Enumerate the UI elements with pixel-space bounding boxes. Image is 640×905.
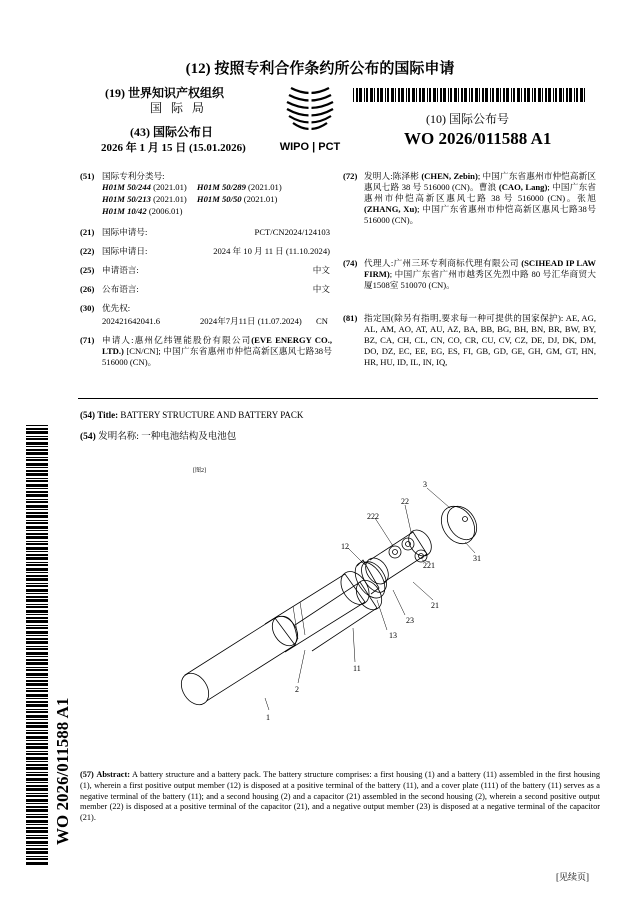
figure-caption: [图2] [193, 468, 206, 474]
field-22-label: 国际申请日: [102, 246, 148, 256]
barcode [353, 88, 587, 102]
field-25-number: (25) [80, 265, 95, 275]
ipc-code: H01M 50/244 [102, 182, 151, 192]
side-barcode [26, 425, 48, 865]
agent-name-en: (SCIHEAD IP LAW FIRM) [364, 258, 596, 279]
field-30-number: (30) [80, 303, 95, 313]
pubdate-label-text: 国际公布日 [153, 125, 214, 139]
figure-label: 31 [473, 554, 481, 563]
inventors-prefix: 发明人:陈泽彬 [364, 171, 419, 181]
figure-label: 11 [353, 664, 361, 673]
ipc-code: H01M 50/289 [196, 182, 246, 192]
inventor-name: (CAO, Lang) [498, 182, 548, 192]
patent-drawing [165, 470, 510, 750]
field-25-label: 申请语言: [102, 265, 139, 275]
field-81-number: (81) [343, 313, 358, 323]
inventor-name: (CHEN, Zebin) [421, 171, 478, 181]
ipc-row [102, 182, 332, 193]
wipo-logo [277, 84, 343, 154]
field-30-label: 优先权: [102, 303, 131, 313]
continued-note: [见续页] [556, 872, 589, 882]
field-21-number: (21) [80, 227, 95, 237]
field-21-label: 国际申请号: [102, 227, 148, 237]
applicant-prefix: 申请人:惠州亿纬锂能股份有限公司 [102, 335, 252, 345]
document-title: (12) 按照专利合作条约所公布的国际申请 [185, 61, 455, 77]
organization-sub: 国 际 局 [150, 101, 208, 115]
organization-name [105, 86, 255, 101]
abstract [80, 770, 600, 824]
vertical-publication-number: WO 2026/011588 A1 [53, 697, 72, 845]
inventor-name: (ZHANG, Xu) [364, 204, 418, 214]
priority-app-number: 202421642041.6 [102, 316, 161, 326]
publication-language: 中文 [312, 284, 330, 294]
applicant-address: [CN/CN]; 中国广东省惠州市仲恺高新区惠风七路38号 516000 (CN)。 [102, 346, 332, 367]
title-en-number: (54) [80, 410, 95, 420]
cover-ring-drawing [349, 557, 392, 604]
pubdate-label [130, 125, 213, 140]
priority-date: 2024年7月11日 (11.07.2024) [200, 316, 302, 326]
leader-lines [265, 488, 475, 710]
filing-language: 中文 [312, 265, 330, 275]
cap-drawing [435, 500, 483, 550]
title-en-label: Title: [97, 410, 119, 420]
ipc-code: H01M 50/213 [102, 194, 151, 204]
field-51-number: (51) [80, 171, 95, 181]
inventor-address: ; 中国广东省惠州市仲恺高新区惠风七路 38 号 516000 (CN)。曹浪 [364, 171, 597, 192]
abstract-text: A battery structure and a battery pack. The battery structure comprises: a first housing (1) and a battery (11) assembled in the first housing (1), wherein a first positive output member (12) is disposed at a positive terminal of the battery (11), and a cover plate (111) of the battery (11) serves as a negative terminal of the battery (11); and a second housing (2) and a capacitor (21) assembled in the second housing (2), wherein a second positive output member (22) is disposed at a positive terminal of the capacitor (21), and a negative output member (23) is disposed at a negative terminal of the capacitor (21). [80, 770, 600, 823]
capacitor-drawing [361, 526, 436, 588]
title-en [80, 410, 303, 422]
agent [364, 258, 596, 291]
abstract-label: Abstract: [96, 770, 130, 779]
title-zh [80, 431, 236, 443]
separator-line [78, 398, 598, 399]
designated-states-text: 指定国(除另有指明,要求每一种可提供的国家保护): AE, AG, AL, AM, AO, AT, AU, AZ, BA, BB, BG, BH, BN, BR, BW, BY, BZ, CA, CH, CL, CN, CO, CR, CU, CV, CZ, DE, DJ, DK, DM, DO, DZ, EC, EE, EG, ES, FI, GB, GD, GE, GH, GM, GT, HN, HR, HU, ID, IL, IN, IQ, [364, 313, 596, 367]
figure-label: 22 [401, 497, 409, 506]
figure-label: 21 [431, 601, 439, 610]
ipc-code: H01M 50/50 [196, 194, 242, 204]
title-en-text: BATTERY STRUCTURE AND BATTERY PACK [120, 410, 304, 420]
figure-label: 1 [266, 713, 270, 722]
figure-label: 23 [406, 616, 414, 625]
figure-label: 3 [423, 480, 427, 489]
org-name-text: 世界知识产权组织 [128, 86, 225, 100]
figure-label: 222 [367, 512, 379, 521]
applicant [102, 335, 332, 368]
field-72-number: (72) [343, 171, 358, 181]
ipc-version: (2021.01) [153, 194, 187, 204]
designated-states [364, 313, 596, 368]
abstract-number: (57) [80, 770, 94, 779]
pubdate-field-number: (43) [130, 125, 150, 139]
field-71-number: (71) [80, 335, 95, 345]
first-housing-drawing [176, 612, 303, 710]
field-22-number: (22) [80, 246, 95, 256]
application-number: PCT/CN2024/124103 [254, 227, 330, 237]
ipc-version: (2021.01) [153, 182, 187, 192]
pubno-label [426, 112, 509, 127]
filing-date: 2024 年 10 月 11 日 (11.10.2024) [213, 246, 330, 256]
inventor-address: ; 中国广东省惠州市仲恺高新区惠风七路 38 号 516000 (CN)。张旭 [364, 182, 596, 203]
figure-label: 13 [389, 631, 397, 640]
org-field-number: (19) [105, 86, 125, 100]
ipc-code: H01M 10/42 [102, 206, 147, 216]
inventor-address: ; 中国广东省惠州市仲恺高新区惠风七路38号 516000 (CN)。 [364, 204, 596, 225]
wipo-logo-text: WIPO | PCT [279, 141, 341, 153]
figure-label: 2 [295, 685, 299, 694]
ipc-row [102, 194, 332, 205]
ipc-version: (2021.01) [243, 194, 278, 204]
pubno-field-number: (10) [426, 112, 446, 126]
title-zh-label: 发明名称: [98, 432, 139, 442]
agent-address: ; 中国广东省广州市越秀区先烈中路 80 号汇华商贸大厦1508室 510070 (CN)。 [364, 269, 596, 290]
title-zh-number: (54) [80, 432, 96, 442]
publication-date: 2026 年 1 月 15 日 (15.01.2026) [101, 142, 246, 154]
field-26-label: 公布语言: [102, 284, 139, 294]
figure-label: 221 [423, 561, 435, 570]
applicant-name-en: (EVE ENERGY CO., LTD.) [102, 335, 332, 356]
agent-text [364, 258, 596, 291]
battery-drawing [295, 576, 387, 651]
priority-country: CN [316, 316, 328, 326]
field-51-label: 国际专利分类号: [102, 171, 165, 181]
ipc-row [102, 206, 332, 217]
pubno-label-text: 国际公布号 [449, 112, 510, 126]
agent-prefix: 代理人:广州三环专利商标代理有限公司 [364, 258, 522, 268]
figure-label: 12 [341, 542, 349, 551]
publication-number: WO 2026/011588 A1 [404, 129, 552, 148]
inventors-text [364, 171, 596, 226]
inventors [364, 171, 596, 226]
ipc-version: (2021.01) [248, 182, 282, 192]
ipc-version: (2006.01) [148, 206, 183, 216]
field-74-number: (74) [343, 258, 358, 268]
title-zh-text: 一种电池结构及电池包 [141, 432, 237, 442]
field-26-number: (26) [80, 284, 95, 294]
